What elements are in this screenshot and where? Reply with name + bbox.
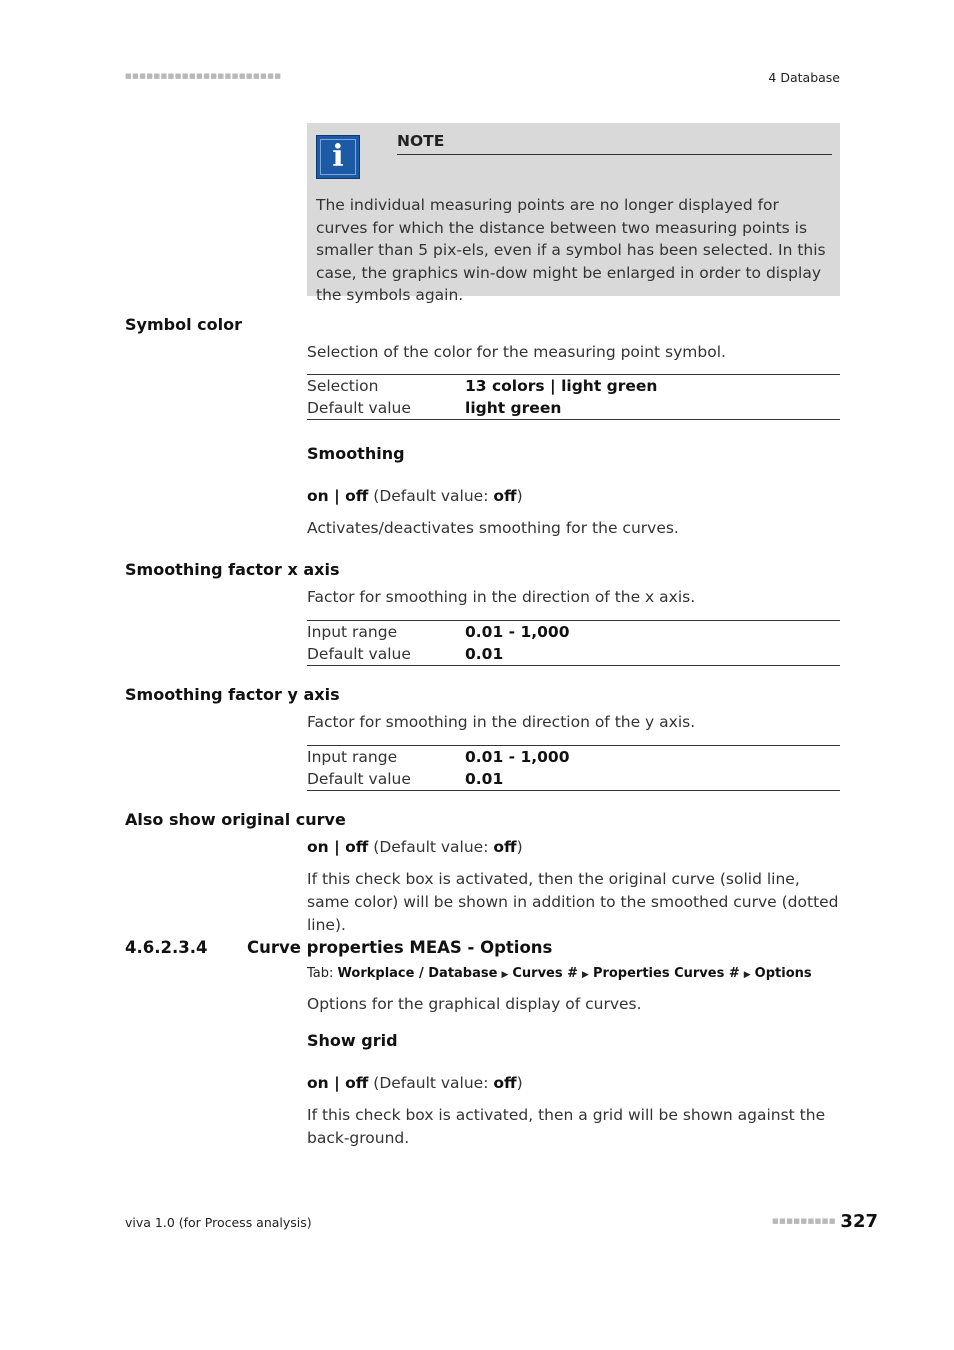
heading-smoothing-factor-x: Smoothing factor x axis [125,560,340,579]
onoff-default-label: (Default value: [368,1074,494,1092]
note-text: The individual measuring points are no longer displayed for curves for which the distance between two measuring points is smaller than 5 pix-els, even if a symbol has been selected. In this case, the graphics win-dow might be enlarged in order to display the symbols again. [316,196,826,304]
original-curve-onoff [307,836,840,859]
note-divider [397,154,832,155]
info-icon: i [316,135,360,179]
tab-path-item: Properties Curves # [592,966,740,981]
symbol-color-table [307,374,840,420]
smoothing-description: Activates/deactivates smoothing for the curves. [307,519,679,537]
onoff-default-value: off [493,487,517,505]
section-title: Curve properties MEAS - Options [247,938,553,957]
heading-symbol-color: Symbol color [125,315,242,334]
onoff-default-value: off [493,838,517,856]
table-value: 13 colors | light green [465,377,658,395]
onoff-values: on | off [307,1074,369,1092]
heading-show-original-curve: Also show original curve [125,810,346,829]
arrow-right-icon: ▶ [582,970,589,980]
table-row [307,397,840,419]
heading-smoothing-factor-y: Smoothing factor y axis [125,685,340,704]
onoff-default-value: off [493,1074,517,1092]
smoothing-x-table [307,620,840,666]
running-header-chapter: 4 Database [768,70,840,85]
tab-path-item: Curves # [512,966,579,981]
onoff-close: ) [516,487,523,505]
page-number: 327 [840,1211,878,1232]
header-decoration: ■■■■■■■■■■■■■■■■■■■■■■ [125,72,282,80]
onoff-default-label: (Default value: [368,838,494,856]
table-value: 0.01 [465,645,504,663]
show-grid-description: If this check box is activated, then a grid will be shown against the back-ground. [307,1106,826,1147]
table-value: light green [465,399,562,417]
arrow-right-icon: ▶ [501,970,509,980]
smoothing-y-table [307,745,840,791]
note-box [307,123,840,304]
onoff-default-label: (Default value: [368,487,494,505]
smoothing-y-description: Factor for smoothing in the direction of the y axis. [307,713,696,731]
footer-decoration: ■■■■■■■■■ [772,1217,837,1225]
tab-path-item: Options [754,966,812,981]
onoff-values: on | off [307,838,369,856]
onoff-close: ) [516,1074,523,1092]
table-row [307,621,840,643]
table-value: 0.01 [465,770,504,788]
table-label: Default value [307,399,411,417]
symbol-color-description: Selection of the color for the measuring point symbol. [307,343,726,361]
section-description: Options for the graphical display of curves. [307,995,642,1013]
table-row [307,375,840,397]
footer-product: viva 1.0 (for Process analysis) [125,1215,312,1230]
table-row [307,643,840,665]
onoff-values: on | off [307,487,369,505]
original-curve-description: If this check box is activated, then the original curve (solid line, same color) will be shown in addition to the smoothed curve (dotted line). [307,870,839,934]
table-label: Input range [307,623,398,641]
table-row [307,768,840,790]
table-value: 0.01 - 1,000 [465,748,570,766]
arrow-right-icon: ▶ [743,970,751,980]
tab-prefix: Tab: [307,966,338,981]
table-row [307,746,840,768]
heading-show-grid: Show grid [307,1031,398,1050]
show-grid-onoff [307,1072,840,1095]
note-title: NOTE [397,132,445,150]
table-value: 0.01 - 1,000 [465,623,570,641]
table-label: Default value [307,645,411,663]
table-label: Selection [307,377,379,395]
table-label: Default value [307,770,411,788]
heading-smoothing: Smoothing [307,444,405,463]
section-number: 4.6.2.3.4 [125,938,208,957]
onoff-close: ) [516,838,523,856]
table-label: Input range [307,748,398,766]
smoothing-x-description: Factor for smoothing in the direction of the x axis. [307,588,696,606]
tab-path [307,966,812,981]
smoothing-onoff [307,485,840,508]
tab-path-item: Workplace / Database [337,966,498,981]
